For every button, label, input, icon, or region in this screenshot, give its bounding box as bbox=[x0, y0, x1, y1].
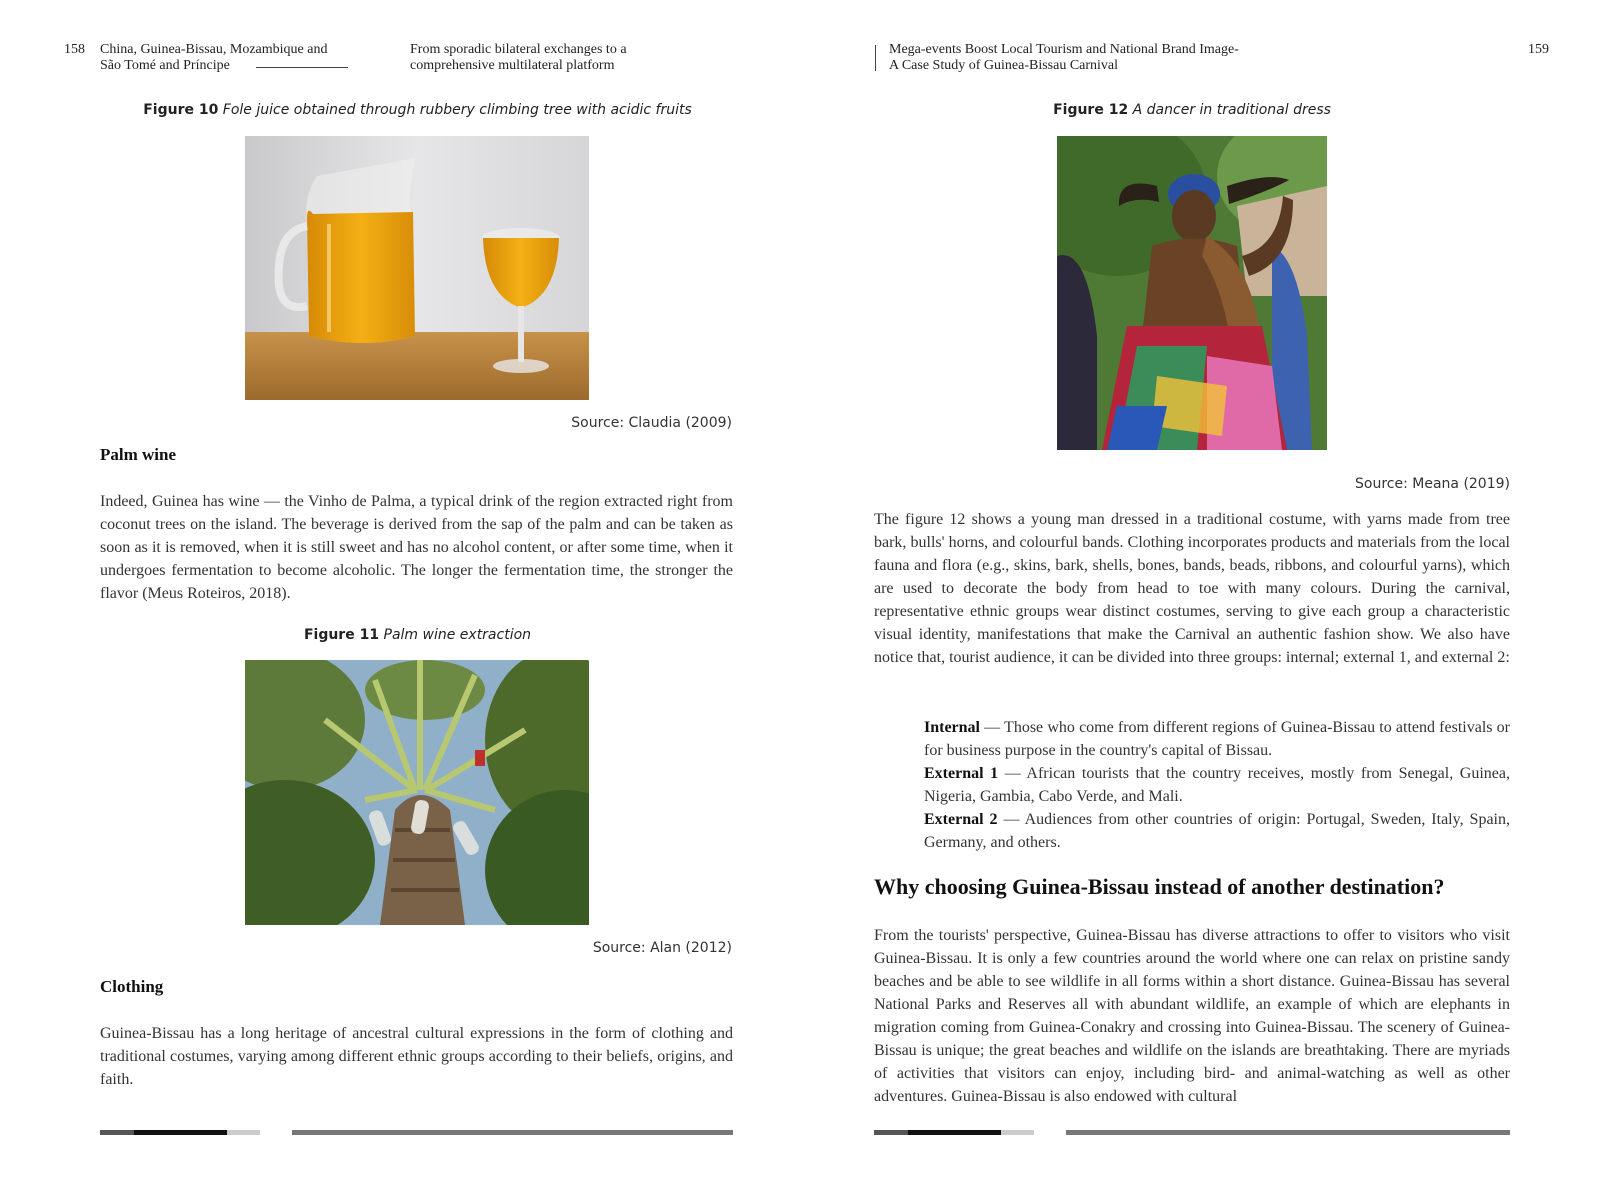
figure-11-caption bbox=[100, 627, 735, 643]
header-chapter-line1: From sporadic bilateral exchanges to a bbox=[410, 42, 627, 57]
figure-10-title: Fole juice obtained through rubbery climbing tree with acidic fruits bbox=[222, 102, 692, 118]
header-left-line1: China, Guinea-Bissau, Mozambique and bbox=[100, 42, 328, 57]
costume-paragraph: The figure 12 shows a young man dressed in a traditional costume, with yarns made from tree bark, bulls' horns, and colourful bands. Clothing incorporates products and materials from the local fauna and flora (e.g., skins, bark, shells, bones, bands, beads, ribbons, and colourful yarns), which are used to decorate the body from head to toe with many colours. During the carnival, representative ethnic groups wear distinct costumes, serving to give each group a characteristic visual identity, manifestations that make the Carnival an authentic fashion show. We also have notice that, tourist audience, it can be divided into three groups: internal; external 1, and external 2: bbox=[874, 511, 1510, 666]
tourist-groups-list bbox=[924, 716, 1510, 854]
figure-12-caption bbox=[874, 102, 1510, 118]
figure-10-source: Source: Claudia (2009) bbox=[571, 415, 732, 431]
header-right-line2: A Case Study of Guinea-Bissau Carnival bbox=[889, 58, 1119, 73]
tourist-group-desc: — Those who come from different regions of Guinea-Bissau to attend festivals or for business purpose in the country's capital of Bissau. bbox=[924, 719, 1510, 759]
figure-12-label: Figure 12 bbox=[1053, 102, 1129, 118]
palm-wine-heading: Palm wine bbox=[100, 445, 177, 464]
running-header-left bbox=[100, 42, 370, 74]
header-left-line2: São Tomé and Príncipe bbox=[100, 58, 230, 73]
figure-11-source: Source: Alan (2012) bbox=[592, 940, 732, 956]
footer-bar-segment bbox=[100, 1130, 134, 1135]
footer-bar-segment bbox=[908, 1130, 1001, 1135]
tourist-group-term: Internal bbox=[924, 719, 980, 736]
running-header-right bbox=[889, 42, 1309, 74]
footer-bar-segment bbox=[874, 1130, 908, 1135]
tourist-group-item bbox=[924, 808, 1510, 854]
section-heading: Why choosing Guinea-Bissau instead of another destination? bbox=[874, 874, 1445, 899]
palm-wine-paragraph: Indeed, Guinea has wine — the Vinho de Palma, a typical drink of the region extracted right from coconut trees on the island. The beverage is derived from the sap of the palm and can be taken as soon as it is removed, when it is still sweet and has no alcohol content, or after some time, when it undergoes fermentation to become alcoholic. The longer the fermentation time, the stronger the flavor (Meus Roteiros, 2018). bbox=[100, 493, 733, 602]
tourist-group-desc: — African tourists that the country receives, mostly from Senegal, Guinea, Nigeria, Gambia, Cabo Verde, and Mali. bbox=[924, 765, 1511, 805]
figure-11-title: Palm wine extraction bbox=[383, 627, 532, 643]
figure-10-photo bbox=[245, 136, 589, 400]
tourist-group-item bbox=[924, 716, 1510, 762]
header-divider bbox=[875, 45, 876, 71]
footer-bar bbox=[292, 1130, 733, 1135]
left-page bbox=[0, 0, 790, 1200]
figure-10-label: Figure 10 bbox=[143, 102, 219, 118]
figure-10-caption bbox=[100, 102, 735, 118]
tourist-group-term: External 2 bbox=[924, 811, 998, 828]
figure-12-title: A dancer in traditional dress bbox=[1132, 102, 1331, 118]
header-right-line1: Mega-events Boost Local Tourism and National Brand Image- bbox=[889, 42, 1239, 57]
figure-12-source: Source: Meana (2019) bbox=[1355, 476, 1510, 492]
clothing-paragraph: Guinea-Bissau has a long heritage of ancestral cultural expressions in the form of clothing and traditional costumes, varying among different ethnic groups according to their beliefs, origins, and faith. bbox=[100, 1025, 733, 1088]
tourist-group-desc: — Audiences from other countries of origin: Portugal, Sweden, Italy, Spain, Germany, and others. bbox=[924, 811, 1510, 851]
footer-bar bbox=[1066, 1130, 1510, 1135]
right-page bbox=[800, 0, 1600, 1200]
tourist-group-item bbox=[924, 762, 1510, 808]
footer-bar-segment bbox=[227, 1130, 260, 1135]
footer-bar-segment bbox=[134, 1130, 227, 1135]
figure-12-photo bbox=[1057, 136, 1327, 450]
page-number-right: 159 bbox=[1528, 42, 1549, 57]
page-number-left: 158 bbox=[64, 42, 85, 57]
destination-paragraph: From the tourists' perspective, Guinea-Bissau has diverse attractions to offer to visitors who visit Guinea-Bissau. It is only a few countries around the world where one can relax on pristine sandy beaches and be able to see wildlife in all forms within a short distance. Guinea-Bissau has several National Parks and Reserves all with abundant wildlife, an example of which are elephants in migration coming from Guinea-Conakry and crossing into Guinea-Bissau. The scenery of Guinea-Bissau is unique; the great beaches and wildlife on the islands are breathtaking. There are myriads of activities that visitors can enjoy, including bird- and animal-watching as well as other adventures. Guinea-Bissau is also endowed with cultural bbox=[874, 927, 1510, 1105]
tourist-group-term: External 1 bbox=[924, 765, 999, 782]
header-rule bbox=[256, 67, 348, 68]
footer-bar-segment bbox=[1001, 1130, 1034, 1135]
header-chapter-line2: comprehensive multilateral platform bbox=[410, 58, 615, 73]
clothing-heading: Clothing bbox=[100, 977, 164, 996]
figure-11-photo bbox=[245, 660, 589, 925]
running-header-chapter bbox=[410, 42, 710, 74]
figure-11-label: Figure 11 bbox=[303, 627, 380, 643]
